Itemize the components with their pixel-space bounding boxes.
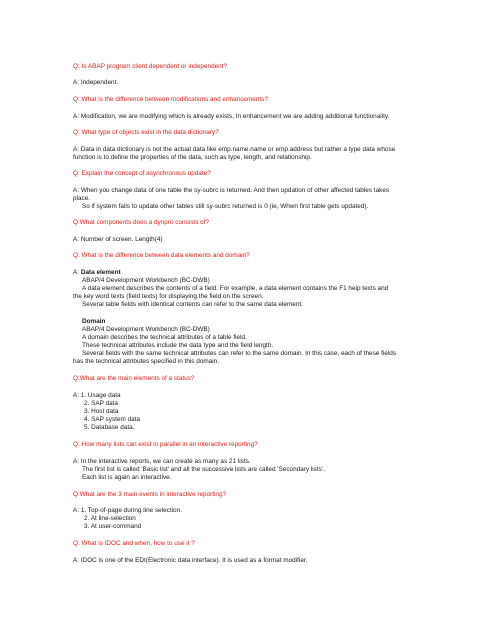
domain-line-5: has the technical attributes specified in this domain. — [73, 358, 220, 365]
answer-1: A: Independent. — [73, 79, 119, 86]
answer-7-line-5: 5. Database data. — [84, 424, 135, 431]
answer-8-line-1: A: In the interactive reports, we can create as many as 21 lists. — [73, 458, 251, 465]
answer-3-line-1: A: Data in data dictionary is not the actual data like emp.name.name or emp.address but rather a type data whose — [73, 146, 396, 153]
data-element-line-1: ABAP/4 Development Workbench (BC-DWB) — [82, 277, 210, 284]
question-3: Q: What type of objects exist in the data dictionary? — [73, 129, 219, 136]
answer-4-line-1: A: When you change data of one table the sy-subrc is returned. And then updation of other affected tables takes — [73, 187, 390, 194]
answer-4-line-3: So if system fails to update other tables still sy-subrc returned is 0 (ie, Whwn first table gets updated). — [82, 203, 369, 210]
domain-title: Domain — [82, 318, 106, 325]
question-8: Q: How many lists can exist in parallel in an interactive reporting? — [73, 441, 258, 448]
answer-7-line-2: 2. SAP data — [84, 400, 118, 407]
answer-9-line-1: A: 1. Top-of-page during line selection. — [73, 507, 182, 514]
answer-4-line-2: place. — [73, 195, 91, 202]
question-2: Q: What is the difference between modifications and enhancements? — [73, 96, 268, 103]
domain-line-2: A domain describes the technical attributes of a table field. — [82, 334, 247, 341]
answer-2: A: Modification, we are modifying which is already exists, In enhancement we are adding additional functionality. — [73, 113, 390, 120]
answer-6-heading — [73, 269, 121, 277]
domain-line-3: These technical attributes include the data type and the field length. — [82, 342, 274, 349]
answer-10: A: IDOC is one of the EDI(Electronic data interface). It is used as a format modifier. — [73, 557, 308, 564]
answer-5: A: Number of screen. Length(4) — [73, 236, 163, 243]
question-9: Q:What are the 3 main events in interactive reporting? — [73, 491, 227, 498]
answer-7-line-4: 4. SAP system data — [84, 416, 141, 423]
question-4: Q: Explain the concept of asynchronous update? — [73, 170, 211, 177]
data-element-line-4: Several table fields with identical contents can refer to the same data element. — [82, 301, 303, 308]
answer-7-line-3: 3. Host data — [84, 408, 119, 415]
domain-line-4: Several fields with the same technical attributes can refer to the same domain. In this case, each of these fields — [82, 350, 397, 357]
question-7: Q:What are the main elements of a status? — [73, 375, 195, 382]
question-6: Q: What is the difference between data elements and domain? — [73, 252, 250, 259]
answer-8-line-3: Each list is again an interactive. — [82, 474, 172, 481]
domain-line-1: ABAP/4 Development Workbench (BC-DWB) — [82, 326, 210, 333]
data-element-line-2: A data element describes the contents of a field. For example, a data element contains the F1 help texts and — [82, 285, 389, 292]
question-1: Q: Is ABAP program client dependent or independent? — [73, 63, 228, 70]
answer-7-line-1: A: 1. Usage data — [73, 392, 121, 399]
question-10: Q: What is IDOC and when, how to use it ? — [73, 540, 195, 547]
answer-6-prefix: A: — [73, 269, 81, 276]
answer-9-line-3: 3. At user-command — [84, 523, 142, 530]
question-5: Q:What components does a dynpro consists of? — [73, 219, 210, 226]
data-element-title: Data element — [80, 269, 121, 276]
answer-8-line-2: The first list is called 'Basic list' and all the successive lists are called 'Secondary lists'. — [82, 466, 325, 473]
answer-3-line-2: function is to define the properties of the data, such as type, length, and relationship. — [73, 154, 312, 161]
data-element-line-3: the key word texts (field texts) for displaying the field on the screen. — [73, 293, 264, 300]
answer-9-line-2: 2. At line-selection — [84, 515, 136, 522]
